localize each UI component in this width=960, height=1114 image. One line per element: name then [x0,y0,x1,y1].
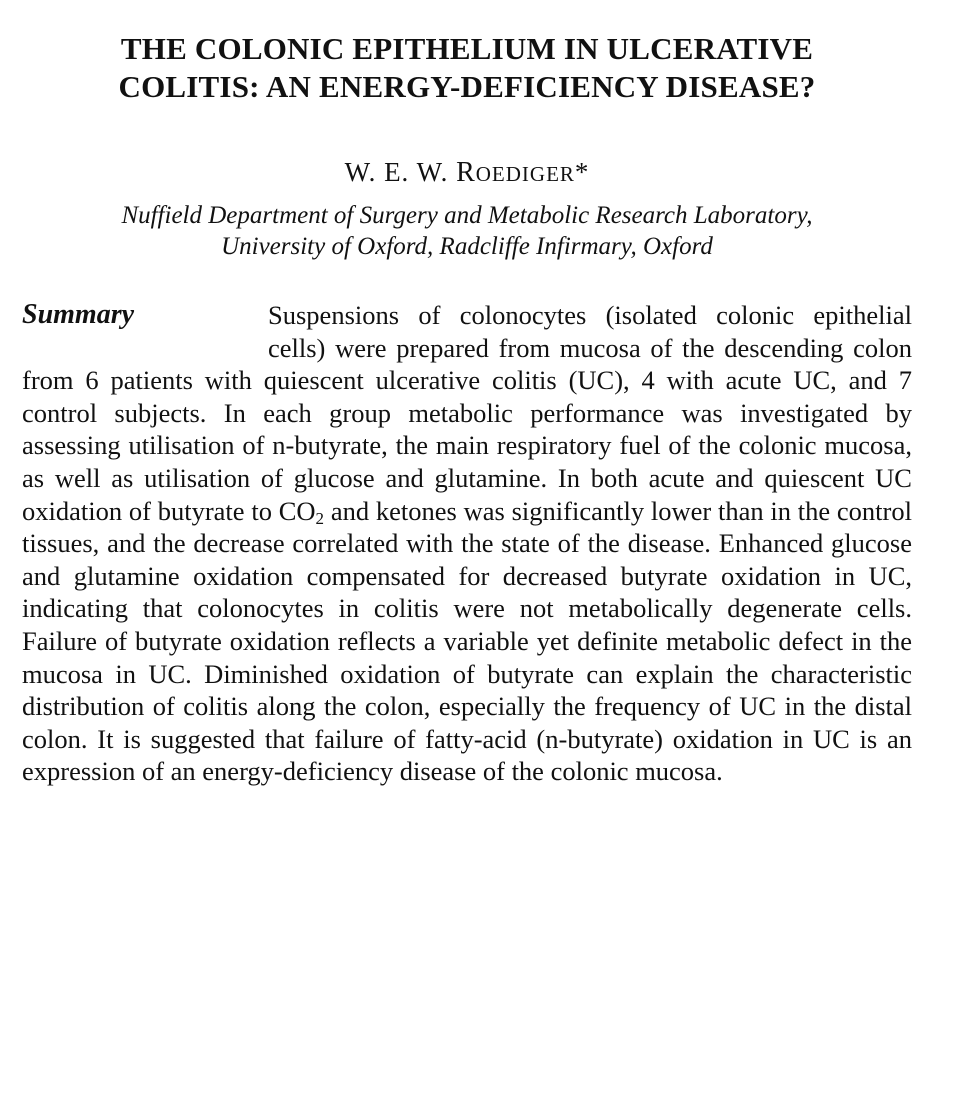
summary-section [22,299,912,788]
author-surname-initial: R [456,157,476,188]
affiliation-line-1: Nuffield Department of Surgery and Metabolic Research Laboratory, [121,202,813,229]
author-affiliation [22,200,912,262]
paper-title [22,30,912,106]
title-line-2: COLITIS: AN ENERGY-DEFICIENCY DISEASE? [118,69,816,104]
co2-subscript: 2 [315,508,325,528]
summary-text [22,299,912,788]
summary-heading: Summary [22,299,135,330]
author-initials: W. E. W. [344,157,457,187]
author-footnote-mark: * [574,157,590,187]
paper-page [22,30,912,788]
summary-text-part-1: Suspensions of colonocytes (isolated colonic epithelial cells) were prepared from mucosa of the descending colon from 6 patients with quiescent ulcerative colitis (UC), 4 with acute UC, and 7 control subjects. In each group metabolic performance was investigated by assessing utilisation of n-butyrate, the main respiratory fuel of the colonic mucosa, as well as utilisation of glucose and glutamine. In both acute and quiescent UC oxidation of butyrate to CO [22,300,912,526]
title-line-1: THE COLONIC EPITHELIUM IN ULCERATIVE [120,31,814,66]
author-name [22,156,912,190]
author-surname-rest: OEDIGER [475,162,575,186]
affiliation-line-2: University of Oxford, Radcliffe Infirmary, Oxford [221,233,713,260]
summary-text-part-2: and ketones was significantly lower than in the control tissues, and the decrease correlated with the state of the disease. Enhanced glucose and glutamine oxidation compensated for decreased butyrate oxidation in UC, indicating that colonocytes in colitis were not metabolically degenerate cells. Failure of butyrate oxidation reflects a variable yet definite metabolic defect in the mucosa in UC. Diminished oxidation of butyrate can explain the characteristic distribution of colitis along the colon, especially the frequency of UC in the distal colon. It is suggested that failure of fatty-acid (n-butyrate) oxidation in UC is an expression of an energy-deficiency disease of the colonic mucosa. [22,495,912,787]
